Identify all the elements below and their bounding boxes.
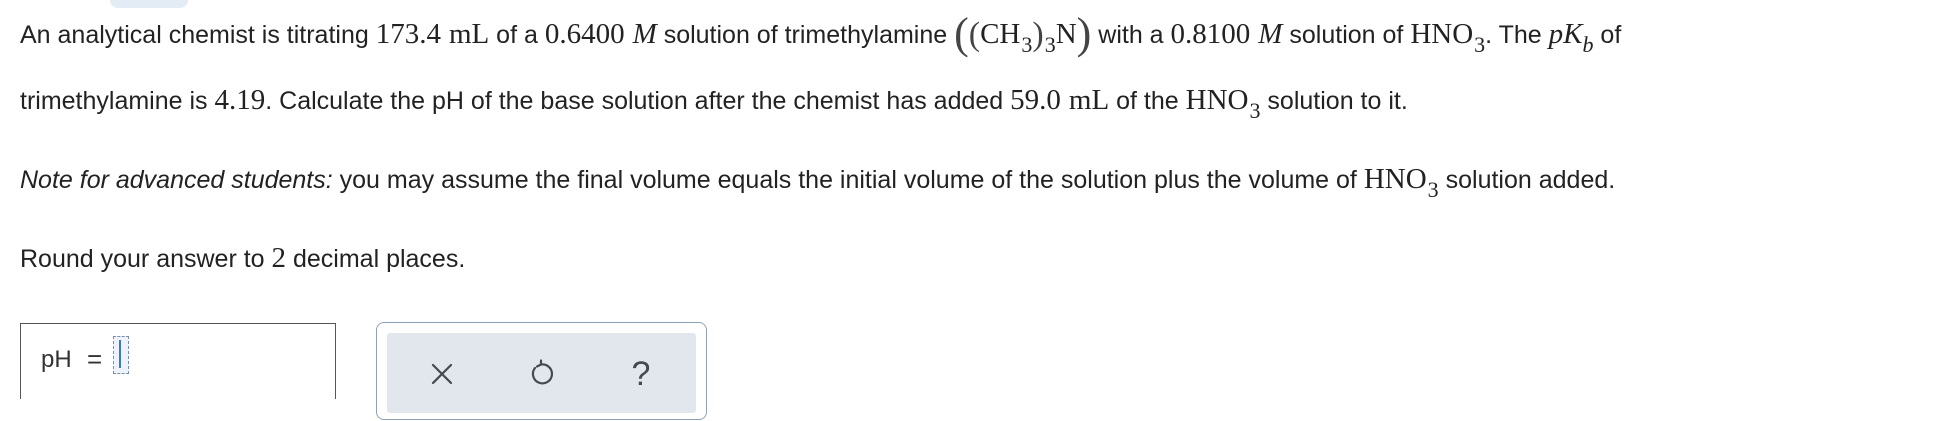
math-pkb-value: 4.19	[214, 84, 266, 116]
text-cursor	[119, 340, 121, 368]
formula-paren: )	[1032, 16, 1044, 53]
note-prefix: Note for advanced students:	[20, 166, 333, 194]
text-span: you may assume the final volume equals the initial volume of the solution plus the volume of	[332, 166, 1364, 194]
answer-tools-panel	[376, 322, 707, 420]
formula-subscript: 3	[1427, 177, 1439, 202]
text-span: An analytical chemist is titrating	[20, 21, 376, 49]
math-k: K	[1563, 18, 1583, 50]
text-span: solution of	[1282, 21, 1411, 49]
text-span: of	[1593, 21, 1622, 49]
x-icon	[429, 361, 455, 387]
text-span: solution of trimethylamine	[656, 21, 955, 49]
formula-paren: (	[954, 9, 969, 58]
text-span: with a	[1091, 21, 1171, 49]
formula-subscript: 3	[1021, 32, 1033, 57]
formula-paren: (	[968, 16, 981, 53]
formula-hno: HNO	[1410, 18, 1474, 50]
text-span: . Calculate the pH of the base solution after the chemist has added	[265, 87, 1011, 115]
math-subscript-b: b	[1582, 32, 1594, 57]
question-line-2	[20, 84, 1408, 123]
math-concentration: 0.6400	[544, 18, 625, 50]
formula-subscript: 3	[1474, 32, 1486, 57]
math-added-volume: 59.0	[1010, 84, 1061, 116]
math-concentration: 0.8100	[1170, 18, 1251, 50]
undo-button[interactable]	[516, 349, 566, 399]
math-molar-unit: M	[632, 18, 657, 50]
math-unit: mL	[1068, 84, 1110, 116]
tools-background	[387, 333, 696, 413]
text-span: solution to it.	[1260, 87, 1408, 115]
question-line-1	[20, 9, 1622, 58]
math-molar-unit: M	[1258, 18, 1283, 50]
formula-n: N	[1055, 18, 1077, 50]
formula-subscript: 3	[1249, 98, 1261, 123]
undo-icon	[526, 359, 556, 389]
note-line	[20, 163, 1616, 202]
math-volume: 173.4	[375, 18, 441, 50]
equals-sign: =	[87, 344, 103, 374]
help-button[interactable]	[616, 349, 666, 399]
formula-hno: HNO	[1185, 84, 1249, 116]
text-span: trimethylamine is	[20, 87, 215, 115]
text-span: decimal places.	[286, 245, 466, 273]
math-digits: 2	[271, 242, 287, 274]
formula-subscript: 3	[1044, 32, 1056, 57]
ph-answer-input[interactable]	[113, 336, 129, 374]
formula-hno: HNO	[1363, 163, 1427, 195]
answer-box	[20, 323, 336, 399]
formula-ch: CH	[980, 18, 1021, 50]
rounding-instruction	[20, 242, 465, 275]
header-tab	[110, 0, 188, 8]
formula-paren: )	[1076, 9, 1092, 58]
text-span: of the	[1109, 87, 1186, 115]
text-span: Round your answer to	[20, 245, 272, 273]
math-unit: mL	[448, 18, 490, 50]
ph-label: pH	[41, 346, 72, 373]
help-icon: ?	[631, 355, 651, 393]
text-span: of a	[489, 21, 545, 49]
clear-button[interactable]	[417, 349, 467, 399]
text-span: . The	[1485, 21, 1549, 49]
text-span: solution added.	[1438, 166, 1616, 194]
math-p: p	[1548, 18, 1564, 50]
